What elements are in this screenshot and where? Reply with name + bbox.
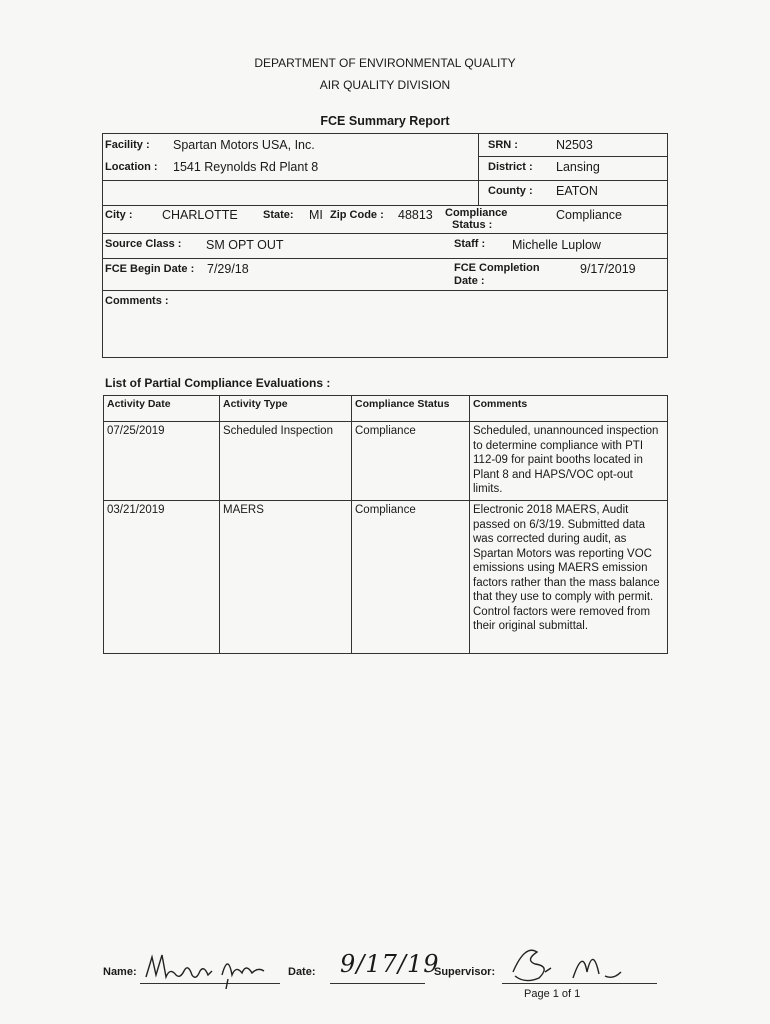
table-row — [104, 422, 668, 501]
district-value: Lansing — [556, 160, 600, 174]
pce-section-title: List of Partial Compliance Evaluations : — [105, 376, 331, 390]
compliance-status-value: Compliance — [556, 208, 623, 222]
compliance-status-label: Compliance — [445, 207, 508, 219]
fce-completion-value: 9/17/2019 — [580, 262, 636, 276]
name-signature — [140, 945, 280, 991]
cell-comments: Electronic 2018 MAERS, Audit passed on 6/3/19. Submitted data was corrected during audit, as Spartan Motors was reporting VOC emissions using MAERS emission factors rather than the mass balance that they use to comply with permit. Control factors were removed from their original submittal. — [470, 501, 668, 654]
fce-begin-label: FCE Begin Date : — [105, 263, 195, 275]
fce-completion-label-2: Date : — [454, 275, 485, 287]
column-header-activity-date: Activity Date — [104, 396, 220, 422]
location-label: Location : — [105, 161, 158, 173]
facility-value: Spartan Motors USA, Inc. — [173, 138, 315, 152]
name-label: Name: — [103, 966, 137, 978]
divider — [102, 233, 668, 234]
divider — [102, 290, 668, 291]
srn-label: SRN : — [488, 139, 518, 151]
city-label: City : — [105, 209, 133, 221]
state-value: MI — [309, 208, 323, 222]
cell-activity-date: 07/25/2019 — [104, 422, 220, 501]
cell-activity-type: MAERS — [220, 501, 352, 654]
facility-label: Facility : — [105, 139, 150, 151]
cell-compliance-status: Compliance — [352, 501, 470, 654]
divider — [102, 180, 668, 181]
zip-value: 48813 — [398, 208, 433, 222]
fce-begin-value: 7/29/18 — [207, 262, 249, 276]
table-header-row — [104, 396, 668, 422]
column-header-compliance-status: Compliance Status — [352, 396, 470, 422]
date-signature-line — [330, 983, 425, 984]
department-heading: DEPARTMENT OF ENVIRONMENTAL QUALITY — [254, 56, 516, 70]
supervisor-signature — [505, 938, 655, 988]
division-heading: AIR QUALITY DIVISION — [319, 78, 451, 92]
location-value: 1541 Reynolds Rd Plant 8 — [173, 160, 319, 174]
report-title: FCE Summary Report — [320, 114, 450, 128]
cell-comments: Scheduled, unannounced inspection to determine compliance with PTI 112-09 for paint booths located in Plant 8 and HAPS/VOC opt-out limits. — [470, 422, 668, 501]
fce-completion-label: FCE Completion — [454, 262, 540, 274]
county-value: EATON — [556, 184, 598, 198]
city-value: CHARLOTTE — [162, 208, 238, 222]
divider — [478, 156, 668, 157]
district-label: District : — [488, 161, 533, 173]
table-row — [104, 501, 668, 654]
cell-compliance-status: Compliance — [352, 422, 470, 501]
cell-activity-type: Scheduled Inspection — [220, 422, 352, 501]
page-number: Page 1 of 1 — [524, 988, 581, 1000]
state-label: State: — [263, 209, 294, 221]
staff-value: Michelle Luplow — [512, 238, 601, 252]
date-signature: 9/17/19 — [340, 950, 440, 978]
date-label: Date: — [288, 966, 316, 978]
divider — [478, 133, 479, 205]
supervisor-label: Supervisor: — [434, 966, 496, 978]
county-label: County : — [488, 185, 533, 197]
pce-table — [103, 395, 668, 654]
comments-label: Comments : — [105, 295, 169, 307]
zip-label: Zip Code : — [330, 209, 384, 221]
source-class-value: SM OPT OUT — [206, 238, 284, 252]
column-header-activity-type: Activity Type — [220, 396, 352, 422]
compliance-status-label-2: Status : — [452, 219, 493, 231]
cell-activity-date: 03/21/2019 — [104, 501, 220, 654]
source-class-label: Source Class : — [105, 238, 182, 250]
srn-value: N2503 — [556, 138, 593, 152]
divider — [102, 205, 668, 206]
staff-label: Staff : — [454, 238, 486, 250]
column-header-comments: Comments — [470, 396, 668, 422]
divider — [102, 258, 668, 259]
